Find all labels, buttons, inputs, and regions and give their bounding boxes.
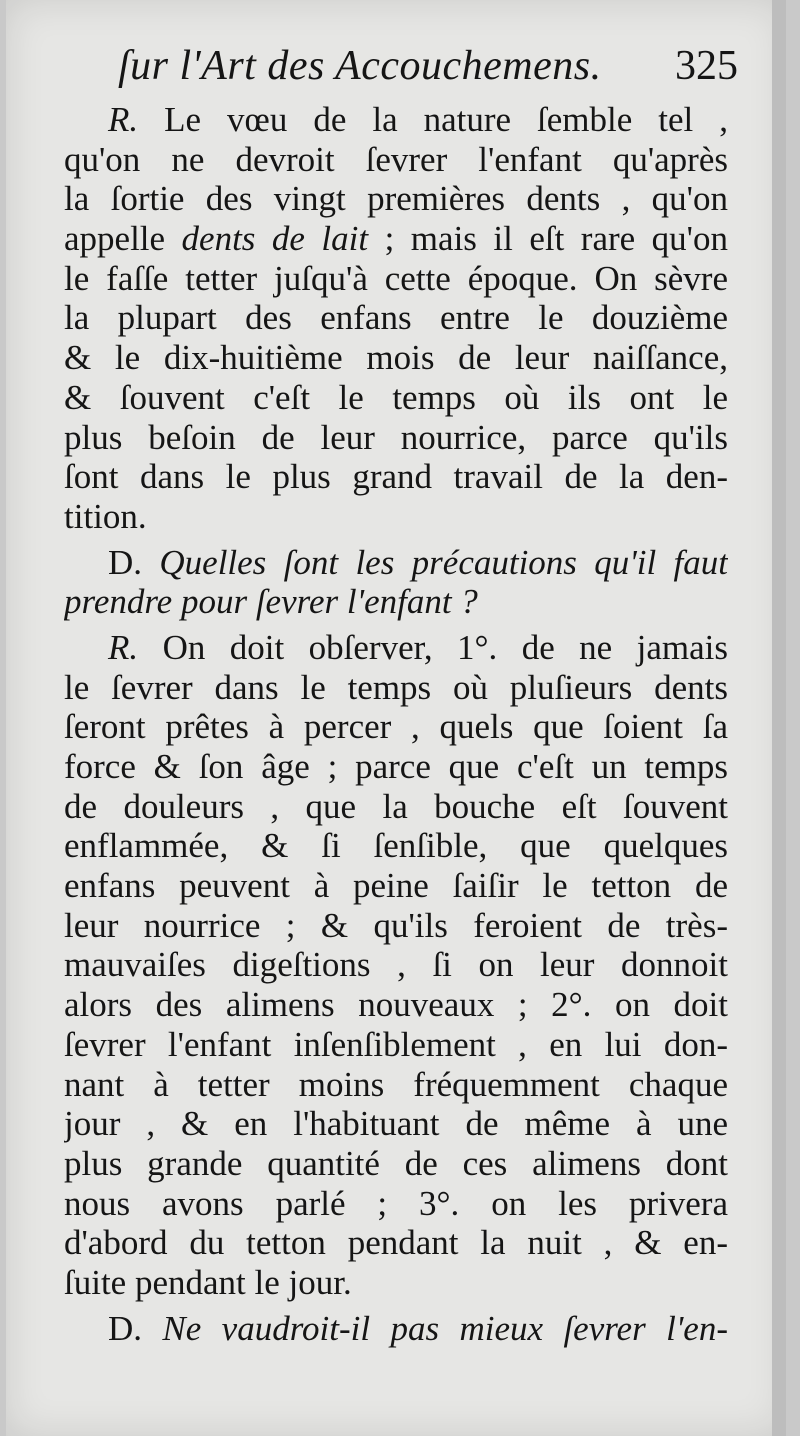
running-title: ſur l'Art des Accouchemens. bbox=[118, 43, 602, 89]
text-line: & le dix-huitième mois de leur naiſſance, bbox=[64, 338, 728, 378]
text-line: alors des alimens nouveaux ; 2°. on doit bbox=[64, 985, 728, 1025]
text-line: enfans peuvent à peine ſaiſir le tetton de bbox=[64, 866, 728, 906]
text-line: mauvaiſes digeſtions , ſi on leur donnoit bbox=[64, 945, 728, 985]
text-line: de douleurs , que la bouche eſt ſouvent bbox=[64, 786, 728, 826]
speaker-label: D. bbox=[108, 1308, 143, 1348]
line-text: On doit obſerver, 1°. de ne jamais bbox=[162, 627, 728, 667]
text-line: la plupart des enfans entre le douzième bbox=[64, 298, 728, 338]
line-text: Le vœu de la nature ſemble tel , bbox=[164, 100, 728, 139]
text-line: tition. bbox=[64, 496, 147, 536]
body-text bbox=[64, 100, 728, 1348]
text-line: ſevrer l'enfant inſenſiblement , en lui don- bbox=[64, 1024, 728, 1064]
text-line: plus grande quantité de ces alimens dont bbox=[64, 1143, 728, 1183]
text-line: qu'on ne devroit ſevrer l'enfant qu'après bbox=[64, 139, 728, 179]
page-number: 325 bbox=[675, 43, 738, 89]
text-line: nous avons parlé ; 3°. on les privera bbox=[64, 1183, 728, 1223]
text-line bbox=[64, 628, 728, 668]
text-line: ſeront prêtes à percer , quels que ſoient ſa bbox=[64, 707, 728, 747]
line-text: Ne vaudroit-il pas mieux ſevrer l'en- bbox=[162, 1308, 728, 1348]
speaker-label: R. bbox=[108, 627, 139, 667]
speaker-label: D. bbox=[108, 542, 143, 582]
line-text: Quelles ſont les précautions qu'il faut bbox=[159, 542, 728, 582]
text-line: leur nourrice ; & qu'ils feroient de très- bbox=[64, 905, 728, 945]
text-line: nant à tetter moins fréquemment chaque bbox=[64, 1064, 728, 1104]
text-line: le faſſe tetter juſqu'à cette époque. On sèvre bbox=[64, 258, 728, 298]
text-line: ſont dans le plus grand travail de la den- bbox=[64, 457, 728, 497]
text-line bbox=[64, 1309, 728, 1349]
text-line: d'abord du tetton pendant la nuit , & en- bbox=[64, 1223, 728, 1263]
page-header bbox=[118, 42, 738, 92]
text-line: le ſevrer dans le temps où pluſieurs dents bbox=[64, 667, 728, 707]
text-line: enflammée, & ſi ſenſible, que quelques bbox=[64, 826, 728, 866]
text-line bbox=[64, 100, 728, 140]
page-gutter-shadow bbox=[772, 0, 786, 1436]
text-line: force & ſon âge ; parce que c'eſt un temps bbox=[64, 747, 728, 786]
speaker-label: R. bbox=[108, 100, 139, 139]
line-text: appelle dents de lait ; mais il eſt rare qu'on bbox=[64, 219, 728, 259]
text-line bbox=[64, 219, 728, 259]
text-line: la ſortie des vingt premières dents , qu'on bbox=[64, 179, 728, 219]
answer-paragraph bbox=[64, 628, 728, 1303]
text-line: prendre pour ſevrer l'enfant ? bbox=[64, 582, 478, 622]
question-paragraph bbox=[64, 1309, 728, 1349]
answer-paragraph bbox=[64, 100, 728, 537]
text-line: jour , & en l'habituant de même à une bbox=[64, 1104, 728, 1144]
italic-term: dents de lait bbox=[181, 219, 369, 259]
text-line: plus beſoin de leur nourrice, parce qu'ils bbox=[64, 417, 728, 457]
text-line bbox=[64, 543, 728, 583]
text-line: ſuite pendant le jour. bbox=[64, 1262, 352, 1302]
text-line: & ſouvent c'eſt le temps où ils ont le bbox=[64, 377, 728, 417]
book-page bbox=[6, 0, 786, 1436]
question-paragraph bbox=[64, 543, 728, 622]
